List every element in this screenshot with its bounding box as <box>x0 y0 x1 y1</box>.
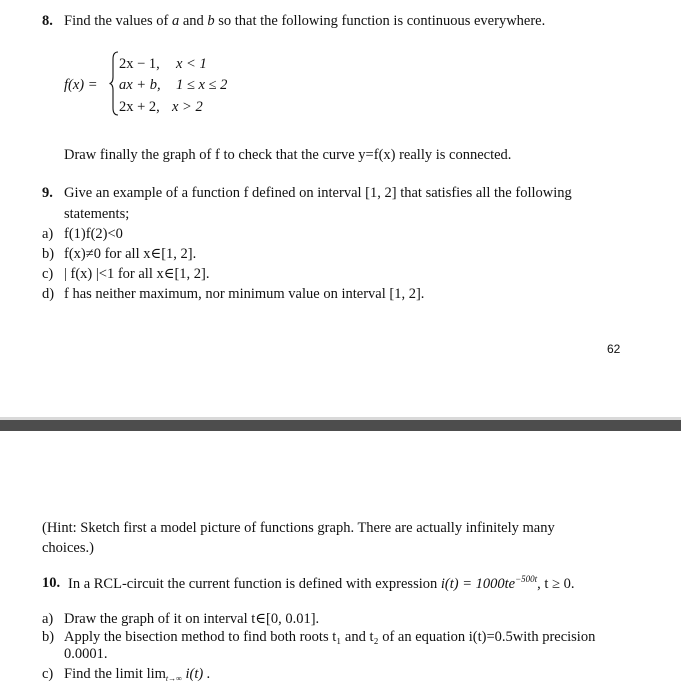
hint-line-2: choices.) <box>42 540 94 556</box>
q8-draw-instruction: Draw finally the graph of f to check that the curve y=f(x) really is connected. <box>64 147 512 163</box>
q9-item-d-label: d) <box>42 286 55 302</box>
q9-item-c-text: | f(x) |<1 for all x∈[1, 2]. <box>64 266 210 282</box>
limit-expression: i(t) . <box>181 666 211 682</box>
q9-item-c-label: c) <box>42 266 54 282</box>
page-divider-dark <box>0 420 681 431</box>
q8-statement <box>64 12 545 30</box>
q9-item-b-label: b) <box>42 246 55 262</box>
q10-item-c-text <box>64 665 210 684</box>
q8-var-b: b <box>207 13 215 29</box>
q8-text-and: and <box>179 13 208 29</box>
page-number: 62 <box>607 342 621 356</box>
q9-item-a-text: f(1)f(2)<0 <box>64 226 123 242</box>
piecewise-case-1-cond: x < 1 <box>176 56 207 72</box>
limit-symbol: lim <box>146 666 166 682</box>
piecewise-case-3-cond: x > 2 <box>172 99 203 115</box>
q10-c-text: Find the limit <box>64 666 147 682</box>
q9-number: 9. <box>42 185 53 201</box>
q9-item-d-text: f has neither maximum, nor minimum value on interval [1, 2]. <box>64 286 425 302</box>
q10-item-a-label: a) <box>42 611 54 627</box>
limit-subscript: t→∞ <box>165 674 182 683</box>
q10-item-b-text: Apply the bisection method to find both roots t₁ and t₂ of an equation i(t)=0.5with precision <box>64 629 596 645</box>
q10-item-b-cont: 0.0001. <box>64 646 108 662</box>
q9-line-1: Give an example of a function f defined on interval [1, 2] that satisfies all the following <box>64 185 572 201</box>
q10-statement <box>68 574 575 593</box>
q10-formula: i(t) = 1000te <box>440 576 516 592</box>
q10-formula-condition: , t ≥ 0. <box>537 576 575 592</box>
q9-line-2: statements; <box>64 206 130 222</box>
piecewise-case-2-expr: ax + b, <box>119 77 161 93</box>
piecewise-case-2-cond: 1 ≤ x ≤ 2 <box>176 77 228 93</box>
left-brace <box>109 51 119 116</box>
q10-item-a-text: Draw the graph of it on interval t∈[0, 0.01]. <box>64 611 320 627</box>
q9-item-b-text: f(x)≠0 for all x∈[1, 2]. <box>64 246 197 262</box>
q8-var-a: a <box>171 13 180 29</box>
piecewise-case-3-expr: 2x + 2, <box>119 99 160 115</box>
q10-text: In a RCL-circuit the current function is defined with expression <box>68 576 441 592</box>
piecewise-label: f(x) = <box>64 77 98 93</box>
q10-formula-exponent: −500t <box>515 574 538 584</box>
piecewise-case-1-expr: 2x − 1, <box>119 56 160 72</box>
q8-text-rest: so that the following function is continuous everywhere. <box>214 13 546 29</box>
q8-text-a: Find the values of <box>64 13 172 29</box>
q9-item-a-label: a) <box>42 226 54 242</box>
q10-item-b-label: b) <box>42 629 55 645</box>
q10-number: 10. <box>42 575 61 591</box>
hint-line-1: (Hint: Sketch first a model picture of functions graph. There are actually infinitely many <box>42 520 555 536</box>
q10-item-c-label: c) <box>42 666 54 682</box>
q8-number: 8. <box>42 13 53 29</box>
